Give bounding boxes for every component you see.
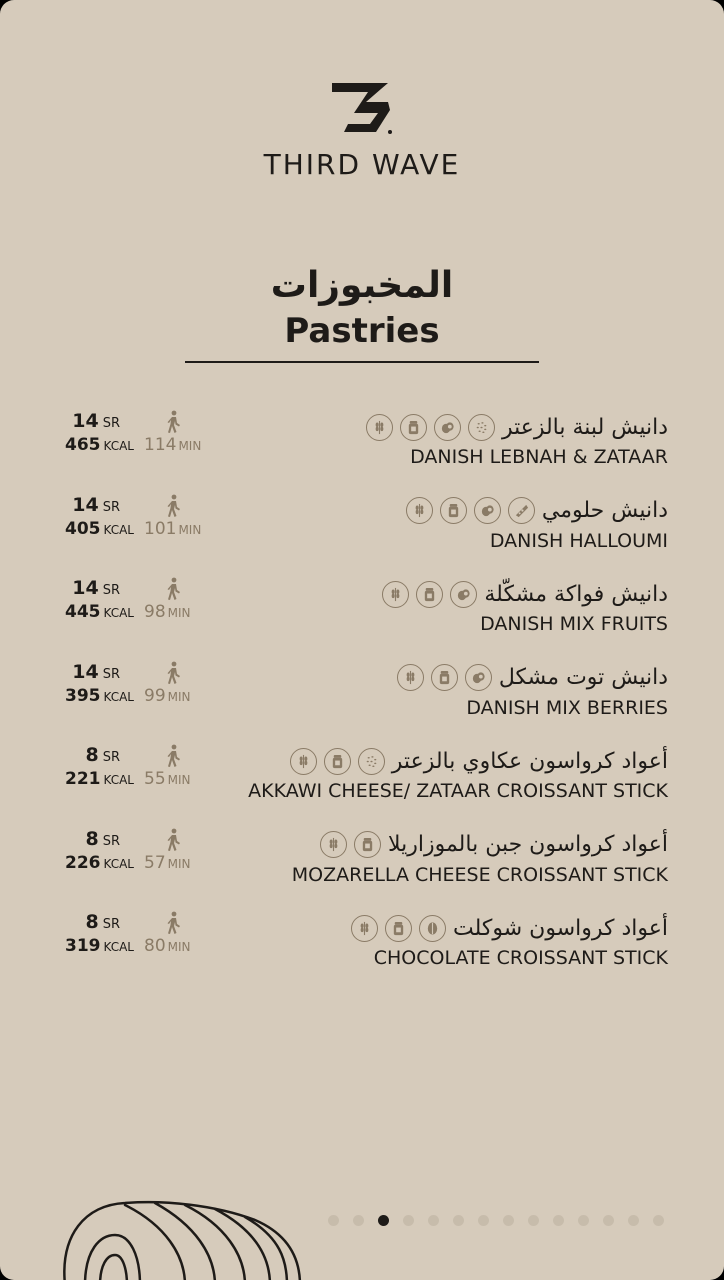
- menu-item[interactable]: [0, 571, 724, 655]
- price-block: [40, 911, 210, 960]
- milk-icon: [354, 831, 381, 858]
- page-dot[interactable]: [653, 1215, 664, 1226]
- price-block: [40, 744, 210, 793]
- price-block: [40, 661, 210, 710]
- item-name-english: DANISH MIX BERRIES: [466, 696, 668, 719]
- item-name-block: [208, 661, 668, 719]
- walking-icon: [164, 744, 182, 768]
- wheat-icon: [351, 915, 378, 942]
- item-calories: 465 KCAL: [65, 435, 134, 455]
- item-walk-minutes: 80 MIN: [144, 936, 191, 956]
- menu-item-list: [0, 404, 724, 989]
- item-name-arabic: أعواد كرواسون جبن بالموزاريلا: [387, 832, 668, 857]
- item-name-block: [208, 828, 668, 886]
- brand-name: THIRD WAVE: [263, 148, 461, 181]
- wheat-icon: [397, 664, 424, 691]
- item-name-block: [208, 410, 668, 468]
- item-walk-minutes: 114 MIN: [144, 435, 202, 455]
- item-price: 14 SR: [72, 660, 120, 683]
- walking-icon: [164, 577, 182, 601]
- price-block: [40, 828, 210, 877]
- walking-icon: [164, 661, 182, 685]
- item-price: 8 SR: [85, 827, 120, 850]
- third-wave-logo-icon: [330, 80, 394, 138]
- item-calories: 395 KCAL: [65, 685, 134, 706]
- egg-icon: [474, 497, 501, 524]
- item-name-english: CHOCOLATE CROISSANT STICK: [373, 947, 668, 969]
- price-block: [40, 410, 210, 459]
- item-calories: 226 KCAL: [65, 852, 134, 873]
- item-walk-minutes: 99 MIN: [144, 685, 191, 706]
- item-calories: 405 KCAL: [65, 518, 134, 539]
- item-name-arabic: دانيش لبنة بالزعتر: [501, 414, 668, 440]
- item-name-arabic: دانيش حلومي: [541, 498, 668, 523]
- item-calories: 445 KCAL: [65, 602, 134, 622]
- milk-icon: [385, 915, 412, 942]
- menu-item[interactable]: [0, 822, 724, 906]
- section-title-english: Pastries: [284, 311, 440, 351]
- item-name-block: [208, 494, 668, 552]
- page-dot[interactable]: [628, 1215, 639, 1226]
- item-name-arabic: دانيش فواكة مشكّلة: [484, 581, 668, 607]
- item-walk-minutes: 98 MIN: [144, 602, 191, 622]
- egg-icon: [450, 581, 477, 608]
- page-dot[interactable]: [378, 1215, 389, 1226]
- sesame-icon: [358, 748, 385, 775]
- item-walk-minutes: 55 MIN: [144, 769, 191, 789]
- item-name-block: [208, 911, 668, 969]
- menu-item[interactable]: [0, 905, 724, 989]
- page-dot[interactable]: [503, 1215, 514, 1226]
- title-divider: [185, 361, 539, 363]
- item-price: 8 SR: [85, 911, 120, 933]
- item-name-english: DANISH HALLOUMI: [489, 529, 668, 552]
- menu-item[interactable]: [0, 738, 724, 822]
- page-dot[interactable]: [353, 1215, 364, 1226]
- section-title: [0, 262, 724, 352]
- wheat-icon: [382, 581, 409, 608]
- menu-item[interactable]: [0, 655, 724, 739]
- brand-logo: [0, 80, 724, 181]
- item-name-block: [208, 577, 668, 635]
- milk-icon: [431, 664, 458, 691]
- wheat-icon: [320, 831, 347, 858]
- item-name-english: AKKAWI CHEESE/ ZATAAR CROISSANT STICK: [248, 780, 668, 802]
- wheat-icon: [290, 748, 317, 775]
- cheese-icon: [508, 497, 535, 524]
- item-name-arabic: دانيش توت مشكل: [498, 665, 668, 690]
- nut-icon: [419, 915, 446, 942]
- menu-item[interactable]: [0, 404, 724, 488]
- page-dot[interactable]: [578, 1215, 589, 1226]
- page-dot[interactable]: [328, 1215, 339, 1226]
- wheat-icon: [366, 414, 393, 441]
- milk-icon: [416, 581, 443, 608]
- page-dot[interactable]: [603, 1215, 614, 1226]
- price-block: [40, 494, 210, 543]
- item-price: 14 SR: [72, 410, 120, 432]
- item-walk-minutes: 57 MIN: [144, 852, 191, 873]
- milk-icon: [400, 414, 427, 441]
- milk-icon: [440, 497, 467, 524]
- wheat-icon: [406, 497, 433, 524]
- egg-icon: [465, 664, 492, 691]
- item-price: 14 SR: [72, 577, 120, 599]
- page-dot[interactable]: [528, 1215, 539, 1226]
- item-name-english: DANISH LEBNAH & ZATAAR: [410, 446, 668, 468]
- egg-icon: [434, 414, 461, 441]
- item-price: 14 SR: [72, 493, 120, 516]
- item-name-english: DANISH MIX FRUITS: [480, 613, 668, 635]
- walking-icon: [164, 494, 182, 518]
- item-name-arabic: أعواد كرواسون عكاوي بالزعتر: [391, 748, 668, 774]
- item-name-block: [208, 744, 668, 802]
- page-dot[interactable]: [428, 1215, 439, 1226]
- walking-icon: [164, 410, 182, 434]
- milk-icon: [324, 748, 351, 775]
- walking-icon: [164, 911, 182, 935]
- item-calories: 221 KCAL: [65, 769, 134, 789]
- item-price: 8 SR: [85, 744, 120, 766]
- page-dot[interactable]: [478, 1215, 489, 1226]
- page-dot[interactable]: [403, 1215, 414, 1226]
- item-name-arabic: أعواد كرواسون شوكلت: [453, 915, 668, 941]
- page-indicator: [328, 1215, 664, 1226]
- section-title-arabic: المخبوزات: [270, 265, 454, 306]
- page-dot[interactable]: [553, 1215, 564, 1226]
- menu-item[interactable]: [0, 488, 724, 572]
- item-walk-minutes: 101 MIN: [144, 518, 202, 539]
- croissant-illustration-icon: [55, 1195, 305, 1280]
- page-dot[interactable]: [453, 1215, 464, 1226]
- item-name-english: MOZARELLA CHEESE CROISSANT STICK: [291, 863, 668, 886]
- sesame-icon: [468, 414, 495, 441]
- item-calories: 319 KCAL: [65, 936, 134, 956]
- price-block: [40, 577, 210, 626]
- walking-icon: [164, 828, 182, 852]
